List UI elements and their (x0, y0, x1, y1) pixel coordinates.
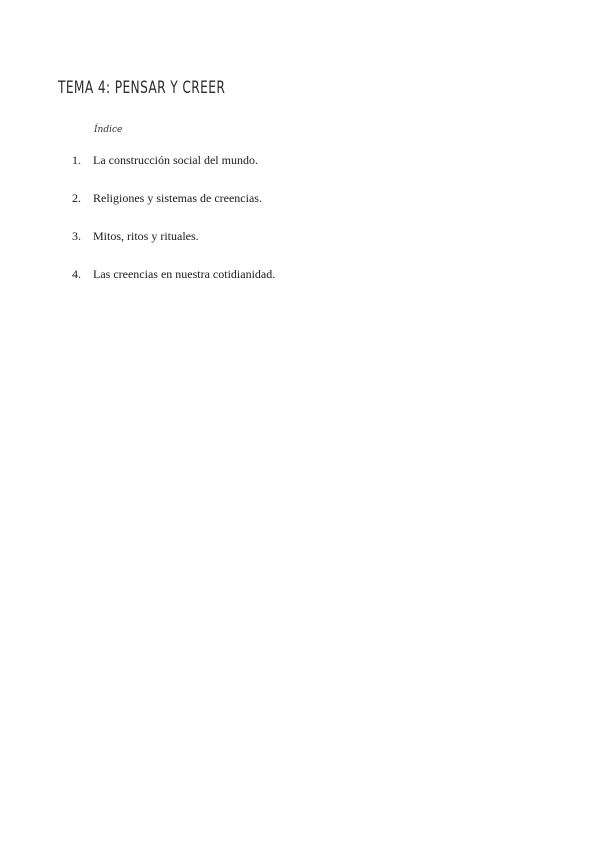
table-of-contents (72, 153, 275, 305)
index-heading: Índice (94, 125, 123, 135)
toc-item-number: 3. (72, 229, 81, 243)
toc-item-text: Mitos, ritos y rituales. (93, 229, 199, 243)
toc-item-number: 1. (72, 153, 81, 167)
toc-item (72, 267, 275, 305)
toc-item (72, 191, 275, 229)
toc-item (72, 153, 275, 191)
toc-item-text: La construcción social del mundo. (93, 153, 258, 167)
toc-item-number: 4. (72, 267, 81, 281)
toc-item-number: 2. (72, 191, 81, 205)
toc-item (72, 229, 275, 267)
toc-item-text: Religiones y sistemas de creencias. (93, 191, 262, 205)
toc-item-text: Las creencias en nuestra cotidianidad. (93, 267, 276, 281)
page-title: TEMA 4: PENSAR Y CREER (58, 78, 226, 98)
